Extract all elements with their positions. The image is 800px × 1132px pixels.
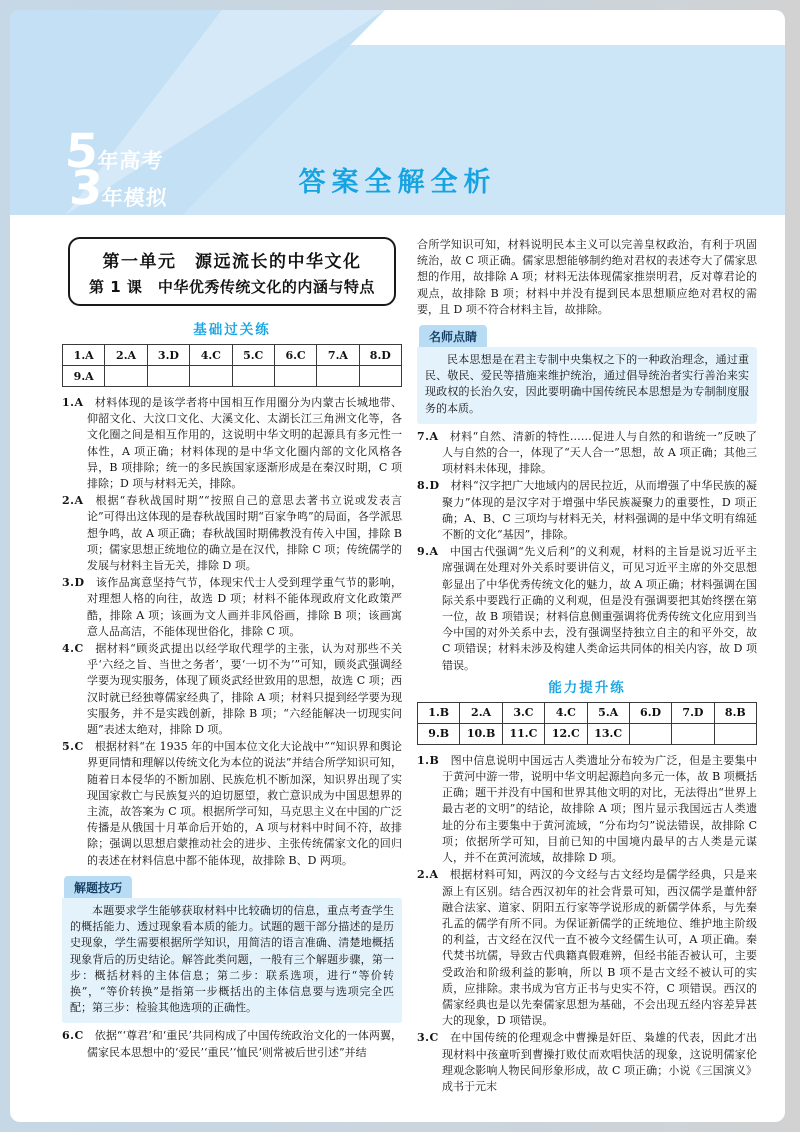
explanation-text: 材料“汉字把广大地域内的居民拉近，从而增强了中华民族的凝聚力”体现的是汉字对于增强中华民族凝聚力的重要性，D 项正确；A、B、C 三项均与材料无关，材料强调的是中华文明有绵延不断的文化“基因”，排除。 (442, 479, 757, 542)
table-row (63, 345, 402, 366)
explanation-text: 在中国传统的伦理观念中曹操是奸臣、枭雄的代表，因此才出现材料中孩童听到曹操打败仗而欢唱快活的现象，这说明儒家伦理观念影响人物民间形象形成，故 C 项正确；小说《三国演义》成书于元末 (442, 1031, 757, 1093)
answer-label: 2.A (62, 494, 84, 508)
lesson-title: 第 1 课 中华优秀传统文化的内涵与特点 (89, 278, 375, 296)
explanation-text: 中国古代强调“先义后利”的义利观，材料的主旨是说习近平主席强调在处理对外关系时要讲信义，可见习近平主席的外交思想彰显出了中华优秀传统文化的魅力，故 A 项正确；材料强调在国际关系中要践行正确的义利观，但是没有强调要把其始终摆在第一位，故 B 项错误；材料信息侧重强调将优秀传统文化应用到当今中国的对外关系中去，没有强调坚持独立自主的和平外交，故 C 项错误；材料未涉及构建人类命运共同体的相关内容，故 D 项错误。 (442, 545, 757, 672)
answer-cell (672, 723, 714, 744)
left-column (62, 237, 402, 1122)
answer-cell (359, 366, 401, 387)
answer-label: 1.B (417, 753, 440, 767)
answer-label: 9.A (417, 545, 439, 559)
answer-cell: 3.C (502, 702, 544, 723)
explanation-text: 依据“‘尊君’和‘重民’共同构成了中国传统政治文化的一体两翼，儒家民本思想中的‘爱民’‘重民’‘恤民’则常被后世引述”并结 (87, 1029, 402, 1059)
explanation-item (62, 641, 402, 738)
answer-cell: 4.C (545, 702, 587, 723)
answer-cell: 7.A (317, 345, 359, 366)
tips-box (62, 876, 402, 1023)
answer-cell: 1.B (418, 702, 460, 723)
explanation-item (417, 867, 757, 1029)
explanation-text: 根据“春秋战国时期”“按照自己的意思去著书立说或发表言论”可得出这体现的是春秋战国时期“百家争鸣”的局面，各学派思想争鸣，故 A 项正确；春秋战国时期佛教没有传入中国，排除 B 项；儒家思想正统地位的确立是在汉代，排除 C 项；传统儒学的发展与材料主旨无关，排除 D 项。 (87, 494, 402, 573)
answer-cell: 3.D (147, 345, 189, 366)
answer-label: 5.C (62, 740, 84, 754)
answer-label: 3.D (62, 576, 85, 590)
answer-cell: 6.D (629, 702, 671, 723)
explanation-text: 根据材料“在 1935 年的中国本位文化大论战中”“知识界和舆论界更同情和理解以传统文化为本位的说法”并结合所学知识可知，随着日本侵华的不断加剧、民族危机不断加深，知识界出现了实现国家救亡与民族复兴的迫切愿望，救亡意识成为中国思想界的主流，故答案为 C 项。根据所学可知，马克思主义在中国的广泛传播是从俄国十月革命后开始的，A 项与材料中时间不符，故排除；强调以思想启蒙推动社会的进步、主张传统儒家文化的回归的表述在材料信息中都不能体现，故排除 B、D 两项。 (87, 740, 402, 867)
answer-cell (147, 366, 189, 387)
answer-cell (317, 366, 359, 387)
answer-cell: 8.D (359, 345, 401, 366)
answer-cell (714, 723, 756, 744)
unit-title-box (68, 237, 396, 306)
explanation-continuation: 合所学知识可知，材料说明民本主义可以完善皇权政治，有利于巩固统治，故 C 项正确。儒家思想能够制约绝对君权的表述夸大了儒家思想的作用，故排除 A 项；材料无法体现儒家推崇明君，反对尊君论的观点，故排除 B 项；材料中并没有提到民本思想顺应绝对君权的需要，且 D 项不符合材料主旨，故排除。 (417, 238, 757, 316)
explanation-item (417, 1030, 757, 1095)
answer-cell: 10.B (460, 723, 502, 744)
answer-cell: 5.A (587, 702, 629, 723)
tips-box-label: 解题技巧 (64, 876, 132, 898)
answer-label: 6.C (62, 1029, 84, 1043)
explanation-text: 图中信息说明中国远古人类遗址分布较为广泛，但是主要集中于黄河中游一带，说明中华文明起源趋向多元一体，故 B 项概括正确；题干并没有中国和世界其他文明的对比，无法得出“世界上最古老的文明”的结论，故排除 A 项；图片显示我国远古人类遗址的分布主要集中于黄河流域，“分布均匀”说法错误，故排除 C 项；依据所学可知，目前已知的中国境内最早的古人类是元谋人，并不在黄河流域，故排除 D 项。 (442, 753, 757, 865)
explanation-item (417, 544, 757, 674)
page-title: 答案全解全析 (298, 167, 497, 198)
answer-label: 3.C (417, 1031, 439, 1045)
answer-cell: 5.C (232, 345, 274, 366)
explanation-item (417, 478, 757, 543)
answer-cell: 9.A (63, 366, 105, 387)
answer-cell: 2.A (460, 702, 502, 723)
answer-cell (629, 723, 671, 744)
answer-cell (274, 366, 316, 387)
explanation-text: 材料“自然、清新的特性……促进人与自然的和谐统一”反映了人与自然的合一，体现了“天人合一”思想，故 A 项正确；其他三项材料未体现，排除。 (442, 429, 757, 476)
answer-cell: 11.C (502, 723, 544, 744)
logo-digit-5: 5 (63, 124, 100, 179)
table-row (63, 366, 402, 387)
explanation-item (62, 739, 402, 869)
master-insight-text: 民本思想是在君主专制中央集权之下的一种政治理念，通过重民、敬民、爱民等措施来维护统治，通过倡导统治者实行善治来实现政权的长治久安，因此要明确中国传统民本思想是为专制制度服务的本质。 (417, 347, 757, 424)
logo-text-gaokao: 年高考 (96, 149, 165, 173)
answer-cell: 13.C (587, 723, 629, 744)
answer-cell: 9.B (418, 723, 460, 744)
logo-text-moni: 年模拟 (100, 186, 169, 210)
answer-cell: 4.C (190, 345, 232, 366)
explanation-text: 根据材料可知，两汉的今文经与古文经均是儒学经典，只是来源上有区别。结合西汉初年的社会背景可知，西汉儒学是董仲舒融合法家、道家、阴阳五行家等学说形成的新儒学体系，与先秦孔孟的儒学有所不同。为保证新儒学的正统地位、维护地主阶级的利益，古文经在汉代一直不被今文经儒生认可，A 项正确。秦代焚书坑儒，导致古代典籍真假难辨，但经书能否被认可，主要受政治和阶级利益的影响，所以 B 项不是古文经不被认可的实质，应排除。隶书成为官方正书与史实不符，C 项错误。西汉的儒家经典也是以先秦儒家思想为基础，不会出现五经内容差异甚大的现象，D 项错误。 (442, 868, 757, 1028)
answer-label: 7.A (417, 429, 439, 443)
explanation-text: 该作品寓意坚持气节，体现宋代士人受到理学重气节的影响，对理想人格的向往，故选 D 项；材料不能体现政府文化政策严酷，排除 A 项；该画为文人画并非风俗画，排除 B 项；该画寓意人品高洁，不能体现世俗化，排除 C 项。 (87, 576, 402, 638)
answer-cell: 7.D (672, 702, 714, 723)
master-insight-label: 名师点睛 (419, 325, 487, 347)
answer-cell (190, 366, 232, 387)
explanation-item (62, 575, 402, 640)
section-basic-label: 基础过关练 (193, 322, 271, 338)
logo-digit-3: 3 (67, 161, 105, 216)
answer-label: 8.D (417, 479, 440, 493)
section-advanced-label: 能力提升练 (548, 679, 626, 696)
basic-answer-table (62, 344, 402, 387)
answer-book-page (10, 10, 785, 1122)
explanation-text: 材料体现的是该学者将中国相互作用圈分为内蒙古长城地带、仰韶文化、大汶口文化、大溪文化、太湖长江三角洲文化等，各文化圈之间是相互作用的，这说明中华文明的起源具有多元性一体性，A 项正确；材料体现的是中华文化圈内部的文化风格各异，B 项排除；统一的多民族国家逐渐形成是在秦汉时期，C 项排除；D 项与材料无关，排除。 (87, 396, 402, 491)
table-row (418, 723, 757, 744)
answer-label: 1.A (62, 396, 84, 409)
answer-label: 4.C (62, 642, 84, 656)
explanation-item (62, 395, 402, 492)
explanation-item (62, 1028, 402, 1060)
answer-cell: 6.C (274, 345, 316, 366)
page-header (10, 10, 785, 225)
tips-box-text: 本题要求学生能够获取材料中比较确切的信息，重点考查学生的概括能力、透过现象看本质的能力。试题的题干部分描述的是历史现象，学生需要根据所学知识，用简洁的语言准确、清楚地概括现象背后的历史结论。解答此类问题，一般有三个解题步骤，第一步：概括材料的主体信息；第二步：联系选项，进行“等价转换”，“等价转换”是指第一步概括出的主体信息要与选项完全匹配；第三步：检验其他选项的正确性。 (62, 898, 402, 1023)
answer-cell: 1.A (63, 345, 105, 366)
explanation-item (417, 429, 757, 478)
unit-title: 第一单元 源远流长的中华文化 (102, 252, 362, 272)
answer-cell: 2.A (105, 345, 147, 366)
answer-cell (232, 366, 274, 387)
explanation-text: 据材料“顾炎武提出以经学取代理学的主张，认为对那些不关乎‘六经之旨、当世之务者’，要‘一切不为’”可知，顾炎武强调经学要为现实服务，体现了顾炎武经世致用的思想，故选 C 项；西汉时就已经独尊儒家经典了，排除 A 项；材料只提到经学要为现实服务，并不是实践创新，排除 B 项；“六经能解决一切现实问题”表述太绝对，排除 D 项。 (87, 642, 402, 737)
explanation-item (62, 493, 402, 574)
answer-label: 2.A (417, 868, 439, 882)
explanation-item (417, 753, 757, 866)
right-column (417, 237, 757, 1122)
answer-cell: 8.B (714, 702, 756, 723)
answer-cell (105, 366, 147, 387)
table-row (418, 702, 757, 723)
answer-cell: 12.C (545, 723, 587, 744)
master-insight-box (417, 325, 757, 424)
advanced-answer-table (417, 702, 757, 745)
